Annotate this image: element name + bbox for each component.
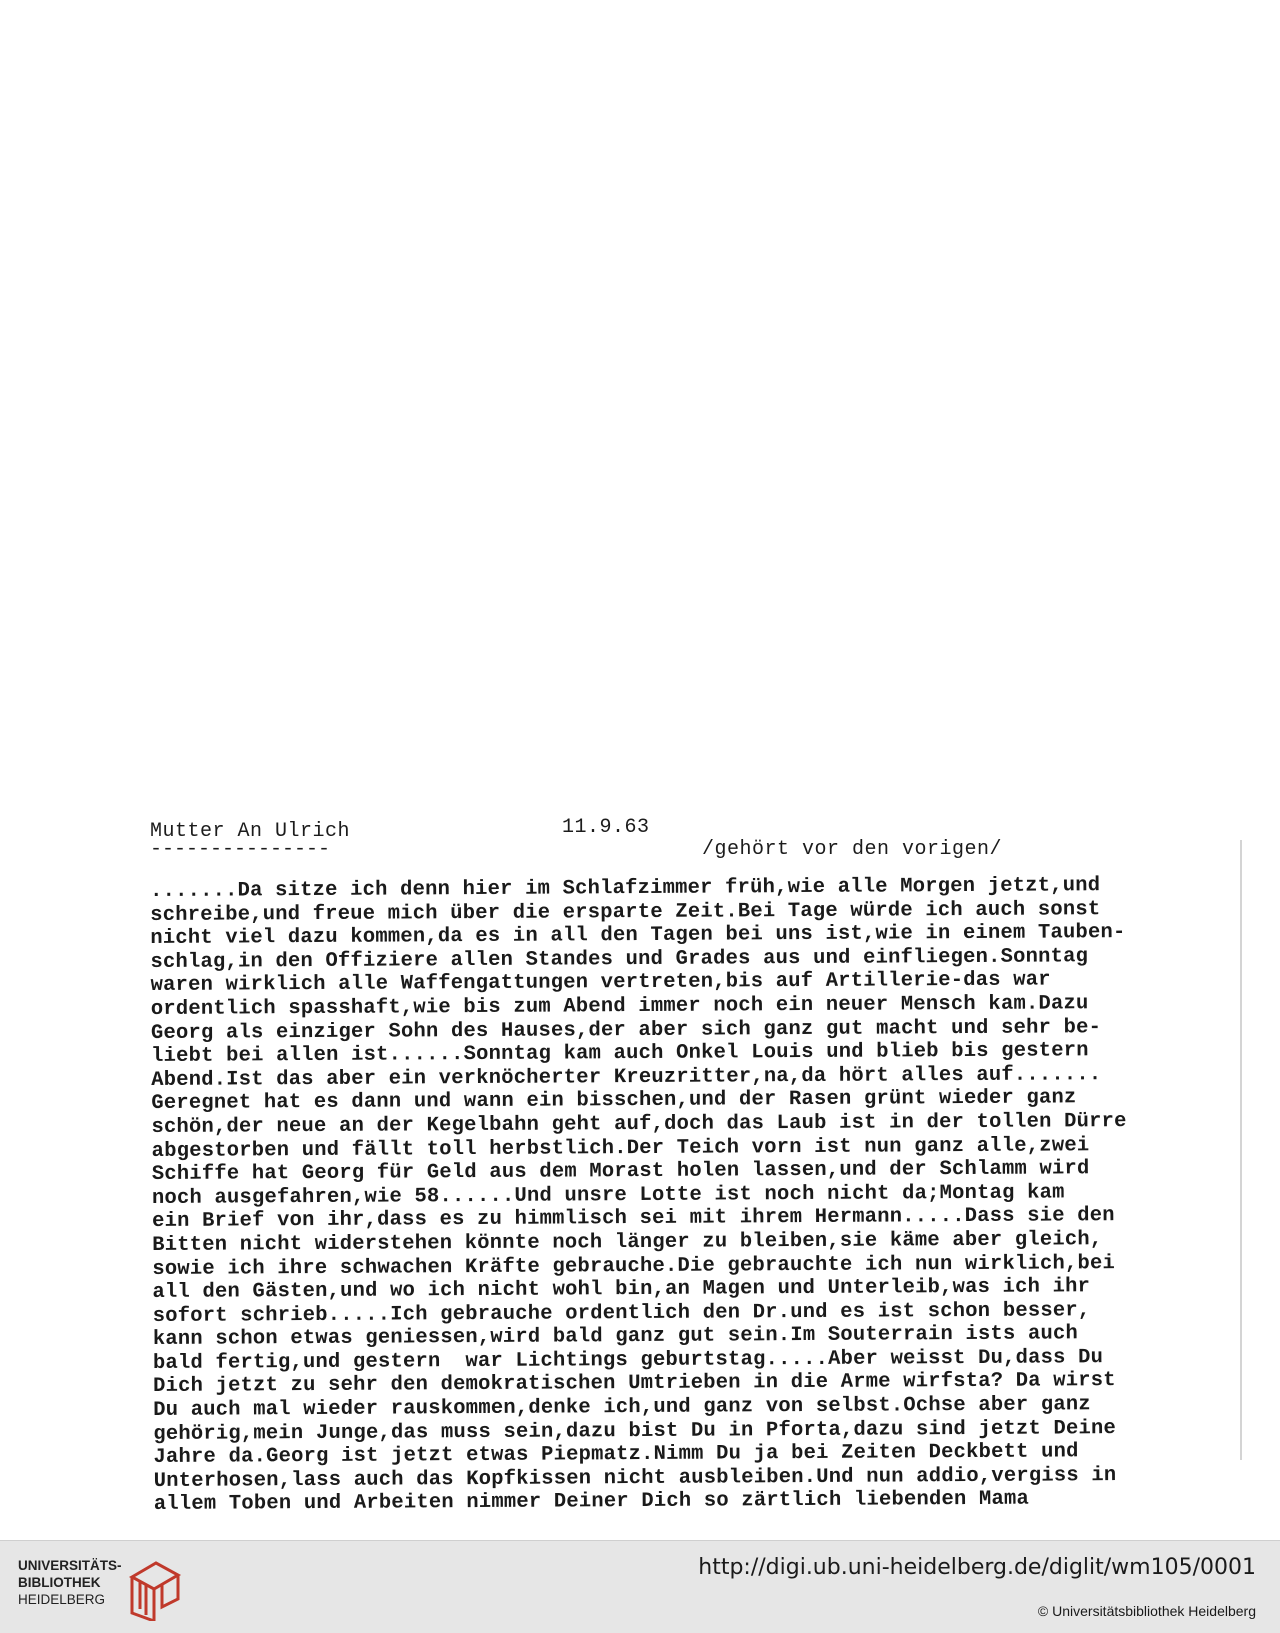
letter-line: schön,der neue an der Kegelbahn geht auf,doch das Laub ist in der tollen Dürre [151,1109,1127,1139]
letter-line: Georg als einziger Sohn des Hauses,der aber sich ganz gut macht und sehr be- [150,1015,1102,1045]
logo-line-1: UNIVERSITÄTS- [18,1558,122,1573]
letter-line: Abend.Ist das aber ein verknöcherter Kreuzritter,na,da hört alles auf....... [151,1062,1102,1092]
letter-line: Bitten nicht widerstehen könnte noch länger zu bleiben,sie käme aber gleich, [152,1228,1103,1257]
letter-line: gehörig,mein Junge,das muss sein,dazu bist Du in Pforta,dazu sind jetzt Deine [153,1416,1117,1446]
letter-line: allem Toben und Arbeiten nimmer Deiner Dich so zärtlich liebenden Mama [153,1488,1030,1517]
logo-line-3: HEIDELBERG [18,1592,106,1607]
letter-line: abgestorben und fällt toll herbstlich.Der Teich vorn ist nun ganz alle,zwei [151,1133,1090,1163]
letter-line: noch ausgefahren,wie 58......Und unsre Lotte ist noch nicht da;Montag kam [151,1181,1065,1210]
logo-text [18,1557,122,1608]
library-logo[interactable] [18,1557,183,1619]
letter-line: Jahre da.Georg ist jetzt etwas Piepmatz.Nimm Du ja bei Zeiten Deckbett und [153,1440,1079,1470]
letter-line: sowie ich ihre schwachen Kräfte gebrauche.Die gebrauchte ich nun wirklich,bei [152,1251,1116,1281]
letter-note: /gehört vor den vorigen/ [702,838,1003,861]
letter-line: bald fertig,und gestern war Lichtings geburtstag.....Aber weisst Du,dass Du [152,1346,1104,1375]
letter-line: Geregnet hat es dann und wann ein bisschen,und der Rasen grünt wieder ganz [151,1086,1077,1116]
letter-line: schlag,in den Offiziere allen Standes und Grades aus und einfliegen.Sonntag [150,945,1089,974]
letter-line: Dich jetzt zu sehr den demokratischen Umtrieben in die Arme wirfsta? Da wirst [153,1369,1116,1399]
scan-edge-line [1240,840,1242,1460]
letter-sender: Mutter An Ulrich [150,820,351,843]
library-book-stack-icon [126,1559,184,1621]
letter-line: ein Brief von ihr,dass es zu himmlisch sei mit ihrem Hermann.....Dass sie den [152,1204,1115,1234]
copyright-notice: © Universitätsbibliothek Heidelberg [1037,1603,1256,1619]
footer-bar [0,1540,1280,1633]
letter-line: liebt bei allen ist......Sonntag kam auch Onkel Louis und blieb bis gestern [151,1039,1089,1069]
letter-body [150,873,1234,1517]
logo-line-2: BIBLIOTHEK [18,1575,101,1590]
letter-line: all den Gästen,und wo ich nicht wohl bin,an Magen und Unterleib,was ich ihr [152,1275,1091,1305]
sender-underline: --------------- [150,838,331,861]
letter-line: sofort schrieb.....Ich gebrauche ordentlich den Dr.und es ist schon besser, [152,1298,1091,1328]
letter-line: .......Da sitze ich denn hier im Schlafzimmer früh,wie alle Morgen jetzt,und [150,874,1101,903]
letter-line: kann schon etwas geniessen,wird bald ganz gut sein.Im Souterrain ists auch [152,1322,1079,1352]
letter-line: waren wirklich alle Waffengattungen vertreten,bis auf Artillerie-das war [150,968,1051,998]
letter-line: ordentlich spasshaft,wie bis zum Abend immer noch ein neuer Mensch kam.Dazu [150,992,1089,1021]
letter-line: nicht viel dazu kommen,da es in all den Tagen bei uns ist,wie in einem Tauben- [150,921,1126,951]
letter-line: Du auch mal wieder rauskommen,denke ich,und ganz von selbst.Ochse aber ganz [153,1393,1091,1423]
letter-line: Unterhosen,lass auch das Kopfkissen nicht ausbleiben.Und nun addio,vergiss in [153,1463,1117,1493]
document-url-link[interactable]: http://digi.ub.uni-heidelberg.de/diglit/wm105/0001 [698,1555,1256,1580]
letter-line: schreibe,und freue mich über die ersparte Zeit.Bei Tage würde ich auch sonst [150,897,1101,927]
letter-date: 11.9.63 [562,816,650,839]
letter-line: Schiffe hat Georg für Geld aus dem Morast holen lassen,und der Schlamm wird [151,1157,1090,1187]
